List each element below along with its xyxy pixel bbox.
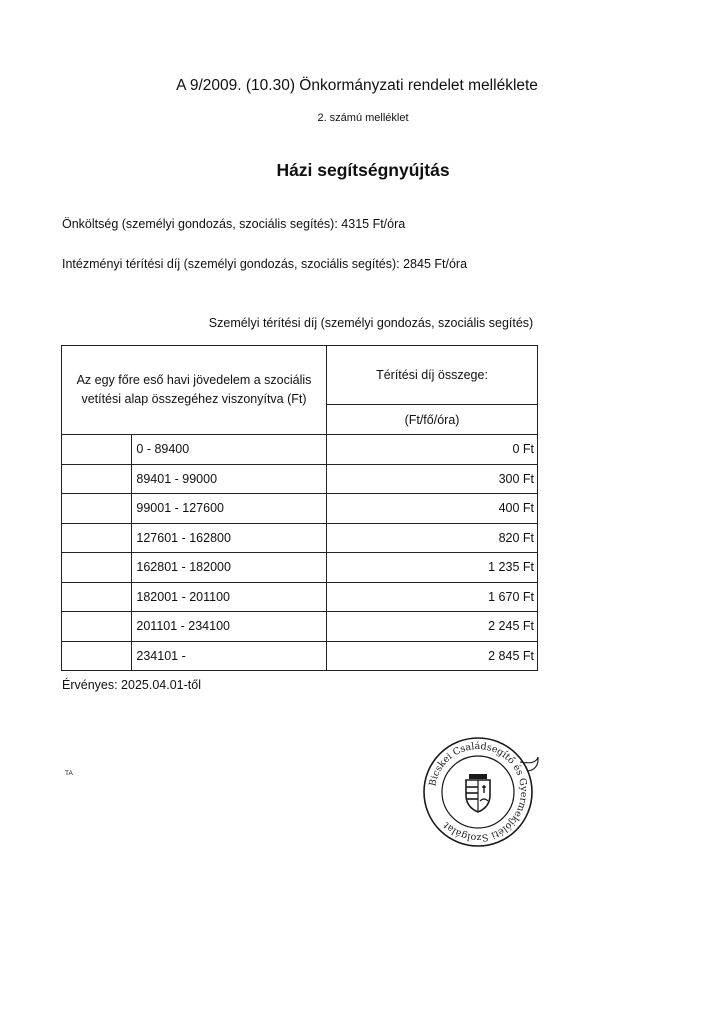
header-title-text: A 9/2009. (10.30) Önkormányzati rendelet melléklete	[176, 77, 538, 94]
table-row	[62, 494, 538, 524]
fee-cell: 1 235 Ft	[327, 553, 538, 583]
fee-cell: 1 670 Ft	[327, 582, 538, 612]
blank-cell	[62, 523, 132, 553]
table-row	[62, 435, 538, 465]
coat-of-arms-icon	[466, 774, 490, 812]
table-row	[62, 641, 538, 671]
institutional-fee-line: Intézményi térítési díj (személyi gondozás, szociális segítés): 2845 Ft/óra	[62, 257, 468, 271]
blank-cell	[62, 582, 132, 612]
official-stamp	[408, 727, 548, 857]
blank-cell	[62, 464, 132, 494]
income-range-cell: 99001 - 127600	[132, 494, 327, 524]
validity-date: Érvényes: 2025.04.01-től	[62, 678, 201, 692]
fee-table	[61, 345, 538, 671]
document-sub-title: 2. számú melléklet	[317, 112, 409, 124]
fee-cell: 0 Ft	[327, 435, 538, 465]
header-income-cell: Az egy főre eső havi jövedelem a szociális vetítési alap összegéhez viszonyítva (Ft)	[62, 346, 327, 435]
blank-cell	[62, 494, 132, 524]
blank-cell	[62, 553, 132, 583]
table-row	[62, 464, 538, 494]
fee-cell: 2 245 Ft	[327, 612, 538, 642]
cost-line: Önköltség (személyi gondozás, szociális segítés): 4315 Ft/óra	[62, 217, 406, 231]
fee-cell: 300 Ft	[327, 464, 538, 494]
income-range-cell: 127601 - 162800	[132, 523, 327, 553]
blank-cell	[62, 435, 132, 465]
table-header-row	[62, 346, 538, 405]
page-title: Házi segítségnyújtás	[276, 160, 450, 180]
table-row	[62, 612, 538, 642]
header-unit-cell: (Ft/fő/óra)	[327, 405, 538, 435]
income-range-cell: 0 - 89400	[132, 435, 327, 465]
income-range-cell: 162801 - 182000	[132, 553, 327, 583]
fee-cell: 820 Ft	[327, 523, 538, 553]
income-range-cell: 182001 - 201100	[132, 582, 327, 612]
document-header-title	[0, 77, 726, 95]
ta-initials: TA	[65, 770, 73, 777]
stamp-ring-text-path: Bicskei Családsegítő és Gyermekjóléti Szolgálat	[427, 740, 530, 844]
income-range-cell: 89401 - 99000	[132, 464, 327, 494]
table-caption: Személyi térítési díj (személyi gondozás, szociális segítés)	[208, 316, 534, 330]
income-range-cell: 234101 -	[132, 641, 327, 671]
fee-cell: 2 845 Ft	[327, 641, 538, 671]
income-range-cell: 201101 - 234100	[132, 612, 327, 642]
table-row	[62, 523, 538, 553]
table-row	[62, 553, 538, 583]
blank-cell	[62, 641, 132, 671]
blank-cell	[62, 612, 132, 642]
table-row	[62, 582, 538, 612]
header-fee-cell: Térítési díj összege:	[327, 346, 538, 405]
fee-cell: 400 Ft	[327, 494, 538, 524]
